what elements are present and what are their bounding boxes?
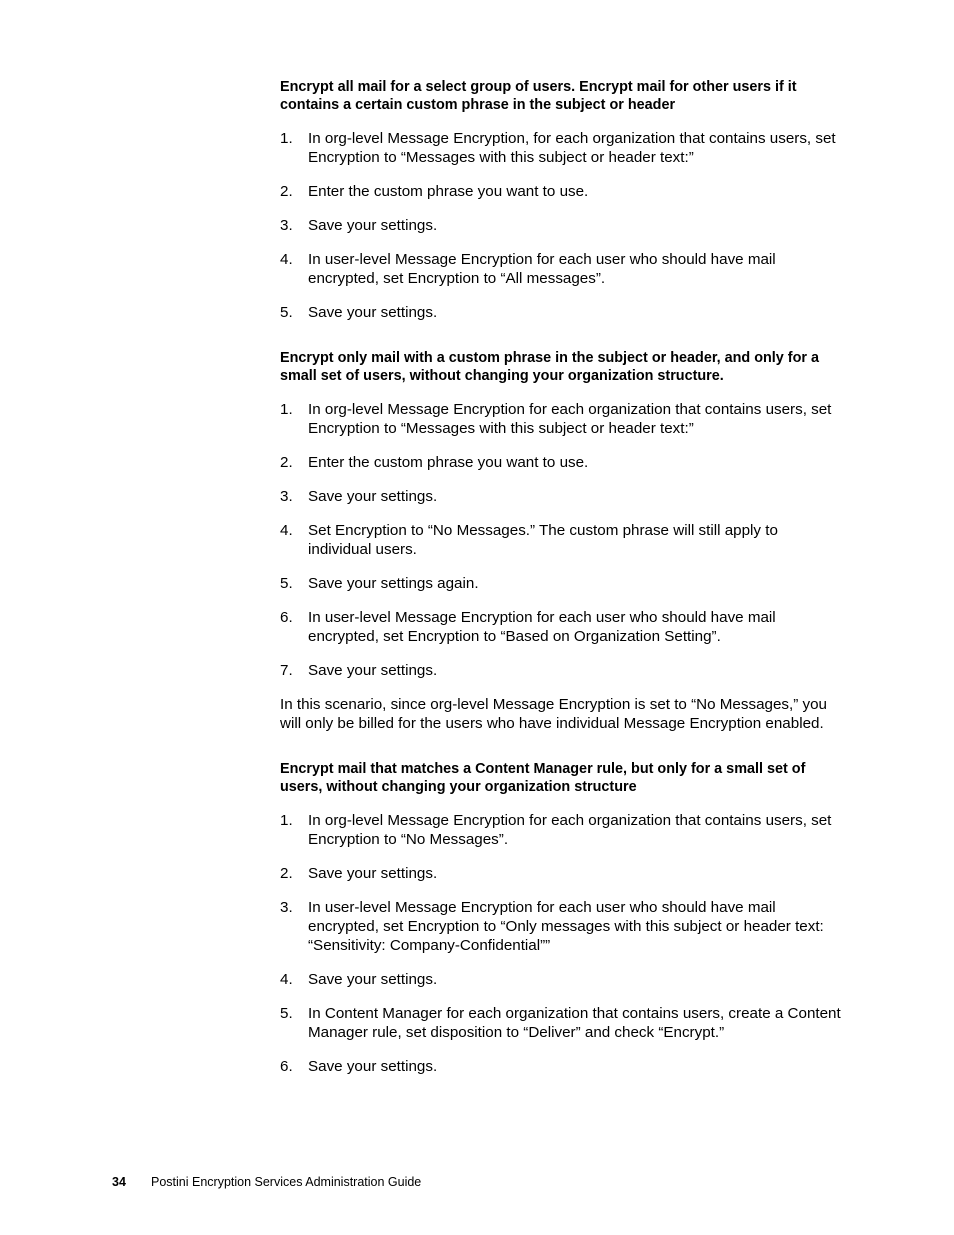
list-item <box>280 898 845 955</box>
section-heading: Encrypt mail that matches a Content Manager rule, but only for a small set of users, without changing your organization structure <box>280 761 806 795</box>
page-number: 34 <box>112 1175 126 1189</box>
step-text: Save your settings. <box>308 662 438 679</box>
step-number: 1. <box>280 812 293 829</box>
step-number: 1. <box>280 401 293 418</box>
step-number: 2. <box>280 183 293 200</box>
list-item <box>280 250 845 288</box>
section-encrypt-custom-phrase <box>280 349 845 733</box>
step-number: 5. <box>280 575 293 592</box>
step-number: 5. <box>280 1005 293 1022</box>
step-text: In org-level Message Encryption for each organization that contains users, set Encryption to “No Messages”. <box>308 812 832 848</box>
list-item <box>280 864 845 883</box>
step-number: 2. <box>280 865 293 882</box>
list-item <box>280 303 845 322</box>
list-item <box>280 970 845 989</box>
step-number: 4. <box>280 522 293 539</box>
list-item <box>280 129 845 167</box>
step-text: In user-level Message Encryption for each user who should have mail encrypted, set Encryption to “All messages”. <box>308 251 776 287</box>
list-item <box>280 521 845 559</box>
step-number: 3. <box>280 488 293 505</box>
step-number: 5. <box>280 304 293 321</box>
page-footer <box>112 1174 421 1190</box>
step-text: Save your settings. <box>308 488 438 505</box>
step-text: Save your settings. <box>308 865 438 882</box>
step-number: 2. <box>280 454 293 471</box>
step-text: In user-level Message Encryption for each user who should have mail encrypted, set Encryption to “Based on Organization Setting”. <box>308 609 776 645</box>
section-heading: Encrypt only mail with a custom phrase in the subject or header, and only for a small set of users, without changing your organization structure. <box>280 350 819 384</box>
step-text: Enter the custom phrase you want to use. <box>308 454 589 471</box>
step-number: 7. <box>280 662 293 679</box>
step-number: 4. <box>280 971 293 988</box>
step-text: Save your settings. <box>308 971 438 988</box>
list-item <box>280 453 845 472</box>
list-item <box>280 661 845 680</box>
step-number: 6. <box>280 609 293 626</box>
list-item <box>280 811 845 849</box>
section-heading: Encrypt all mail for a select group of users. Encrypt mail for other users if it contains a certain custom phrase in the subject or header <box>280 79 797 113</box>
step-text: In Content Manager for each organization that contains users, create a Content Manager rule, set disposition to “Deliver” and check “Encrypt.” <box>308 1005 841 1041</box>
step-text: In user-level Message Encryption for each user who should have mail encrypted, set Encryption to “Only messages with this subject or header text: “Sensitivity: Company-Confidential”” <box>308 899 824 954</box>
step-text: Save your settings. <box>308 304 438 321</box>
step-text: Save your settings. <box>308 217 438 234</box>
section-content-manager-rule <box>280 760 845 1076</box>
list-item <box>280 608 845 646</box>
step-number: 3. <box>280 217 293 234</box>
step-text: Save your settings again. <box>308 575 479 592</box>
list-item <box>280 216 845 235</box>
list-item <box>280 574 845 593</box>
step-number: 1. <box>280 130 293 147</box>
step-number: 6. <box>280 1058 293 1075</box>
page-content <box>280 78 845 1103</box>
step-text: Set Encryption to “No Messages.” The custom phrase will still apply to individual users. <box>308 522 778 558</box>
step-text: In org-level Message Encryption, for each organization that contains users, set Encryption to “Messages with this subject or header text:” <box>308 130 836 166</box>
step-number: 3. <box>280 899 293 916</box>
list-item <box>280 182 845 201</box>
step-text: In org-level Message Encryption for each organization that contains users, set Encryption to “Messages with this subject or header text:” <box>308 401 832 437</box>
step-number: 4. <box>280 251 293 268</box>
list-item <box>280 1057 845 1076</box>
step-text: Save your settings. <box>308 1058 438 1075</box>
section-encrypt-select-group <box>280 78 845 322</box>
list-item <box>280 400 845 438</box>
step-text: Enter the custom phrase you want to use. <box>308 183 589 200</box>
list-item <box>280 487 845 506</box>
document-title: Postini Encryption Services Administration Guide <box>151 1175 422 1189</box>
scenario-note: In this scenario, since org-level Message Encryption is set to “No Messages,” you will only be billed for the users who have individual Message Encryption enabled. <box>280 696 827 732</box>
list-item <box>280 1004 845 1042</box>
